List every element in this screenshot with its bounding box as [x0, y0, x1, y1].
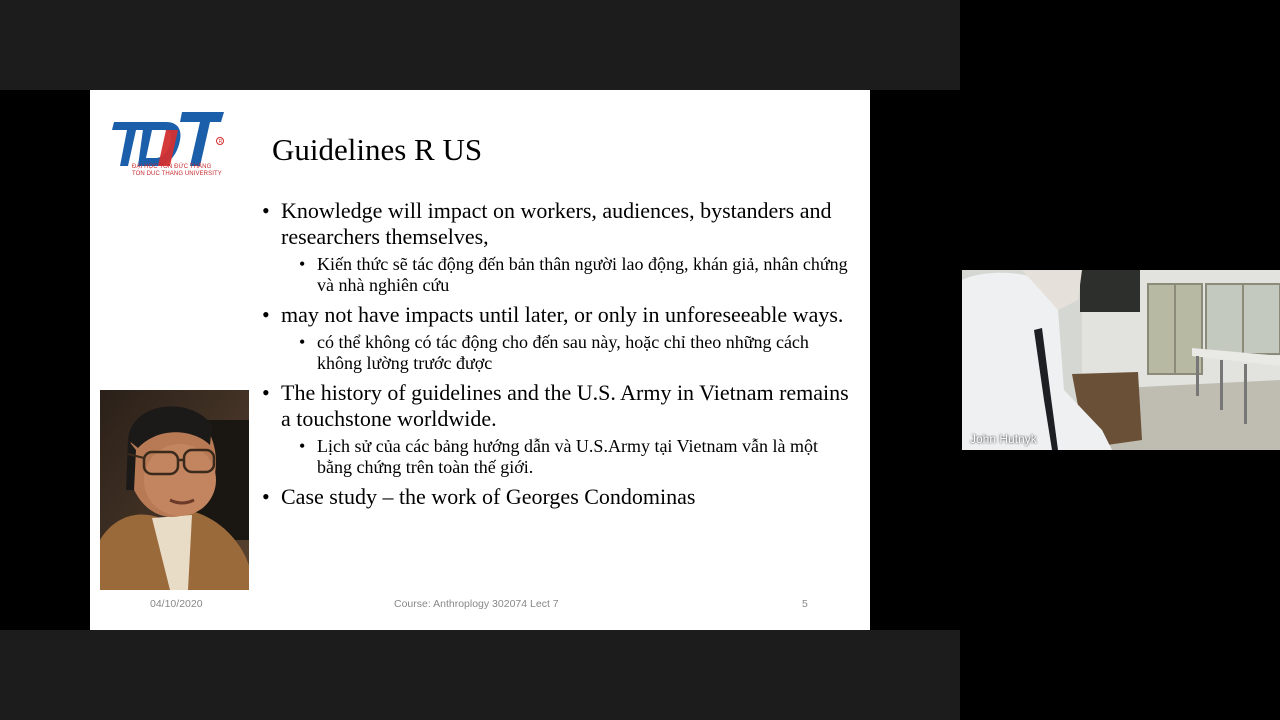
share-band-bottom [0, 630, 960, 720]
participant-name: John Hutnyk [970, 432, 1037, 446]
sub-bullet-item: • Lịch sử của các bảng hướng dẫn và U.S.Army tại Vietnam vẫn là một bằng chứng trên toàn thế giới. [299, 436, 818, 477]
share-band-top [0, 0, 960, 90]
slide-title: Guidelines R US [272, 132, 483, 167]
bullet-item: • Knowledge will impact on workers, audiences, bystanders and researchers themselves, • Kiến thức sẽ tác động đến bản thân người lao động, khán giả, nhân chứng và nhà nghiên cứu [260, 198, 850, 296]
svg-text:R: R [218, 139, 223, 145]
slide-footer-date: 04/10/2020 [150, 598, 203, 610]
presentation-slide [90, 90, 870, 630]
participant-video-tile[interactable] [962, 270, 1280, 450]
portrait-photo [100, 390, 249, 590]
slide-footer-course: Course: Anthroplogy 302074 Lect 7 [394, 598, 559, 610]
logo-caption: ĐẠI HỌC TÔN ĐỨC THẮNG TON DUC THANG UNIVERSITY [132, 164, 222, 177]
bullet-item: • may not have impacts until later, or only in unforeseeable ways. • có thể không có tác động cho đến sau này, hoặc chỉ theo những cách không lường trước được [260, 302, 850, 374]
slide-page-number: 5 [802, 598, 808, 610]
bullet-list [260, 198, 850, 510]
bullet-item: • Case study – the work of Georges Condominas [262, 484, 696, 509]
sub-bullet-item: • Kiến thức sẽ tác động đến bản thân người lao động, khán giả, nhân chứng và nhà nghiên cứu [299, 254, 848, 295]
sub-bullet-item: • có thể không có tác động cho đến sau này, hoặc chỉ theo những cách không lường trước được [299, 332, 809, 373]
bullet-item: • The history of guidelines and the U.S. Army in Vietnam remains a touchstone worldwide. • Lịch sử của các bảng hướng dẫn và U.S.Army tại Vietnam vẫn là một bằng chứng trên toàn thế giới. [262, 380, 849, 477]
university-logo [108, 100, 226, 180]
